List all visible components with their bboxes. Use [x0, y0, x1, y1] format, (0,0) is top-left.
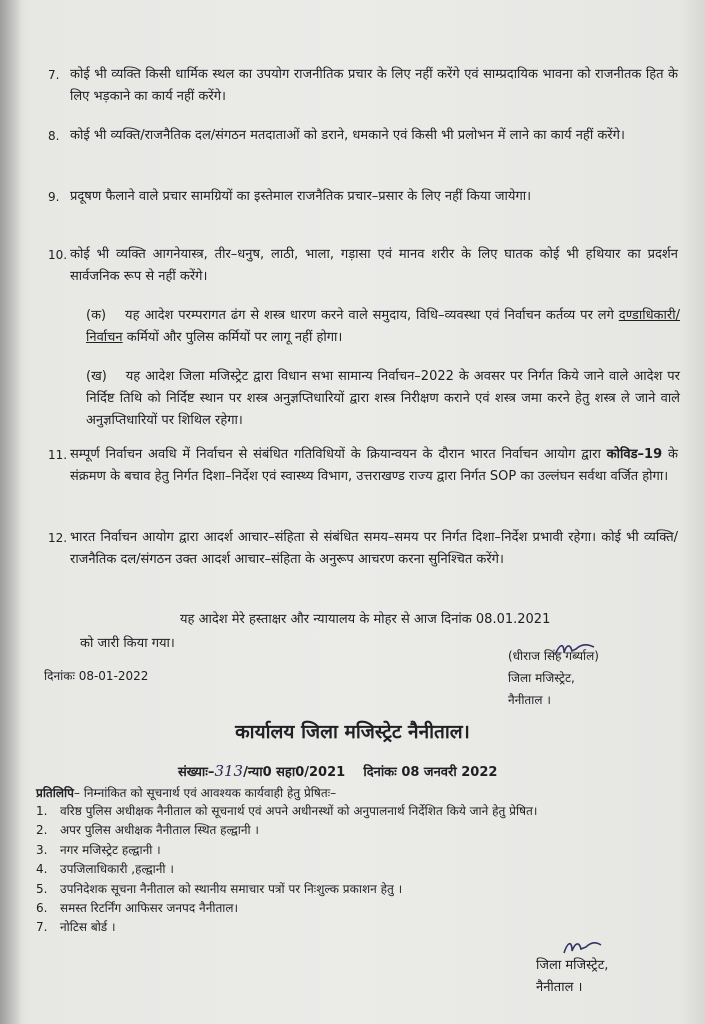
copy-to-label: प्रतिलिपि: [36, 786, 74, 800]
list-item-text: नगर मजिस्ट्रेट हल्द्वानी ।: [60, 842, 161, 857]
list-item: [36, 802, 537, 821]
reference-suffix: /न्या0 सहा0/2021: [243, 765, 346, 780]
reference-line: [178, 762, 497, 780]
list-item-number: 2.: [36, 823, 48, 838]
clause-10: [48, 244, 678, 288]
sub-clause-kha: [86, 366, 680, 432]
signatory-title: जिला मजिस्ट्रेट,: [536, 958, 609, 973]
list-item-text: उपजिलाधिकारी ,हल्द्वानी ।: [60, 862, 174, 877]
clause-text-before: सम्पूर्ण निर्वाचन अवधि में निर्वाचन से संबंधित गतिविधियों के क्रियान्वयन के दौरान भारत निर्वाचन आयोग द्वारा: [70, 447, 601, 462]
sub-clause-mark: (ख): [86, 369, 107, 384]
signature-block-2: [536, 955, 608, 999]
clause-number: 11.: [48, 448, 68, 462]
list-item-number: 3.: [36, 842, 48, 857]
signatory-place: नैनीताल ।: [508, 693, 551, 707]
office-title: कार्यालय जिला मजिस्ट्रेट नैनीताल।: [235, 721, 470, 743]
signatory-title: जिला मजिस्ट्रेट,: [508, 671, 575, 685]
document-date: दिनांकः 08-01-2022: [44, 669, 149, 683]
signatory-name: (धीराज सिंह गर्ब्याल): [508, 649, 599, 663]
clause-number: 8.: [48, 129, 60, 143]
clause-number: 7.: [48, 68, 60, 82]
list-item-text: समस्त रिटर्निंग आफिसर जनपद नैनीताल।: [60, 900, 239, 915]
list-item-text: वरिष्ठ पुलिस अधीक्षक नैनीताल को सूचनार्थ एवं अपने अधीनस्थों को अनुपालनार्थ निर्देशित किये जाने हेतु प्रेषित।: [60, 804, 538, 818]
sub-clause-mark: (क): [86, 308, 107, 323]
list-item-number: 1.: [36, 804, 48, 818]
clause-8: [48, 125, 678, 147]
sub-clause-underlined-text: दण्डाधिकारी/निर्वाचन: [86, 308, 680, 345]
clause-text: कोई भी व्यक्ति आगनेयास्त्र, तीर–धनुष, लाठी, भाला, गड़ासा एवं मानव शरीर के लिए घातक कोई भी हथियार का प्रदर्शन सार्वजनिक रूप से नहीं करेंगे।: [70, 247, 678, 284]
handwritten-signature-icon: [552, 639, 598, 661]
list-item: [36, 821, 537, 840]
list-item-number: 7.: [36, 920, 48, 935]
clause-text: प्रदूषण फैलाने वाले प्रचार सामग्रियों का इस्तेमाल राजनैतिक प्रचार–प्रसार के लिए नहीं किया जायेगा।: [70, 189, 532, 204]
sub-clause-ka: [86, 305, 680, 349]
clause-text: भारत निर्वाचन आयोग द्वारा आदर्श आचार–संहिता से संबंधित समय–समय पर निर्गत दिशा–निर्देश प्रभावी रहेगा। कोई भी व्यक्ति/राजनैतिक दल/संगठन उक्त आदर्श आचार–संहिता के अनुरूप आचरण करना सुनिश्चित करेंगे।: [70, 530, 678, 567]
list-item-number: 6.: [36, 900, 48, 915]
clause-number: 12.: [48, 531, 68, 545]
reference-handwritten-number: 313: [214, 762, 244, 780]
recipient-list: [36, 802, 537, 938]
sub-clause-text: यह आदेश जिला मजिस्ट्रेट द्वारा विधान सभा सामान्य निर्वाचन–2022 के अवसर पर निर्गत किये जाने वाले आदेश पर निर्दिष्ट तिथि को निर्दिष्ट स्थान पर शस्त्र अनुज्ञप्तिधारियों द्वारा शस्त्र निरीक्षण कराने एवं शस्त्र जमा करने हेतु शस्त्र ले जाने वाले अनुज्ञप्तिधारियों पर शिथिल रहेगा।: [86, 369, 681, 428]
list-item: [36, 841, 537, 860]
list-item: [36, 880, 537, 899]
copy-to-text: – निम्नांकित को सूचनार्थ एवं आवश्यक कार्यवाही हेतु प्रेषितः–: [73, 786, 337, 800]
list-item: [36, 918, 537, 937]
list-item-number: 4.: [36, 862, 48, 877]
list-item-text: नोटिस बोर्ड ।: [60, 920, 116, 935]
clause-text: कोई भी व्यक्ति किसी धार्मिक स्थल का उपयोग राजनीतिक प्रचार के लिए नहीं करेंगे एवं साम्प्रदायिक भावना को राजनीतक हित के लिए भड़काने का कार्य नहीं करेंगे।: [70, 67, 678, 104]
clause-9: [48, 186, 678, 208]
clause-text: कोई भी व्यक्ति/राजनैतिक दल/संगठन मतदाताओं को डराने, धमकाने एवं किसी भी प्रलोभन में लाने का कार्य नहीं करेंगे।: [70, 128, 625, 143]
copy-to-heading: [36, 784, 336, 801]
reference-prefix: संख्याः–: [178, 765, 215, 780]
clause-number: 9.: [48, 190, 60, 204]
clause-12: [48, 527, 678, 571]
clause-11: [48, 444, 678, 488]
signature-block-1: [508, 645, 599, 711]
list-item-text: अपर पुलिस अधीक्षक नैनीताल स्थित हल्द्वानी ।: [60, 823, 259, 838]
sub-clause-text-before: यह आदेश परम्परागत ढंग से शस्त्र धारण करने वाले समुदाय, विधि–व्यवस्था एवं निर्वाचन कर्तव्य पर लगे: [125, 308, 614, 323]
closing-line-2: को जारी किया गया।: [80, 636, 175, 651]
clause-text-after: के संक्रमण के बचाव हेतु निर्गत दिशा–निर्देश एवं स्वास्थ्य विभाग, उत्तराखण्ड राज्य द्वारा निर्गत SOP का उल्लंघन सर्वथा वर्जित होगा।: [70, 447, 678, 484]
list-item-text: उपनिदेशक सूचना नैनीताल को स्थानीय समाचार पत्रों पर निःशुल्क प्रकाशन हेतु ।: [60, 881, 403, 896]
list-item: [36, 899, 537, 918]
list-item-number: 5.: [36, 881, 48, 896]
signatory-place: नैनीताल ।: [536, 980, 583, 995]
sub-clause-text-after: कर्मियों और पुलिस कर्मियों पर लागू नहीं होगा।: [126, 330, 343, 345]
closing-line-1: यह आदेश मेरे हस्ताक्षर और न्यायालय के मोहर से आज दिनांक 08.01.2021: [180, 612, 551, 627]
page-edge-shadow: [0, 0, 22, 1024]
handwritten-signature-icon: [560, 935, 604, 957]
clause-7: [48, 64, 678, 108]
clause-text: [48, 444, 678, 488]
clause-number: 10.: [48, 248, 68, 262]
reference-date: दिनांकः 08 जनवरी 2022: [363, 765, 498, 780]
covid-bold-text: कोविड–19: [606, 447, 663, 462]
list-item: [36, 860, 537, 879]
